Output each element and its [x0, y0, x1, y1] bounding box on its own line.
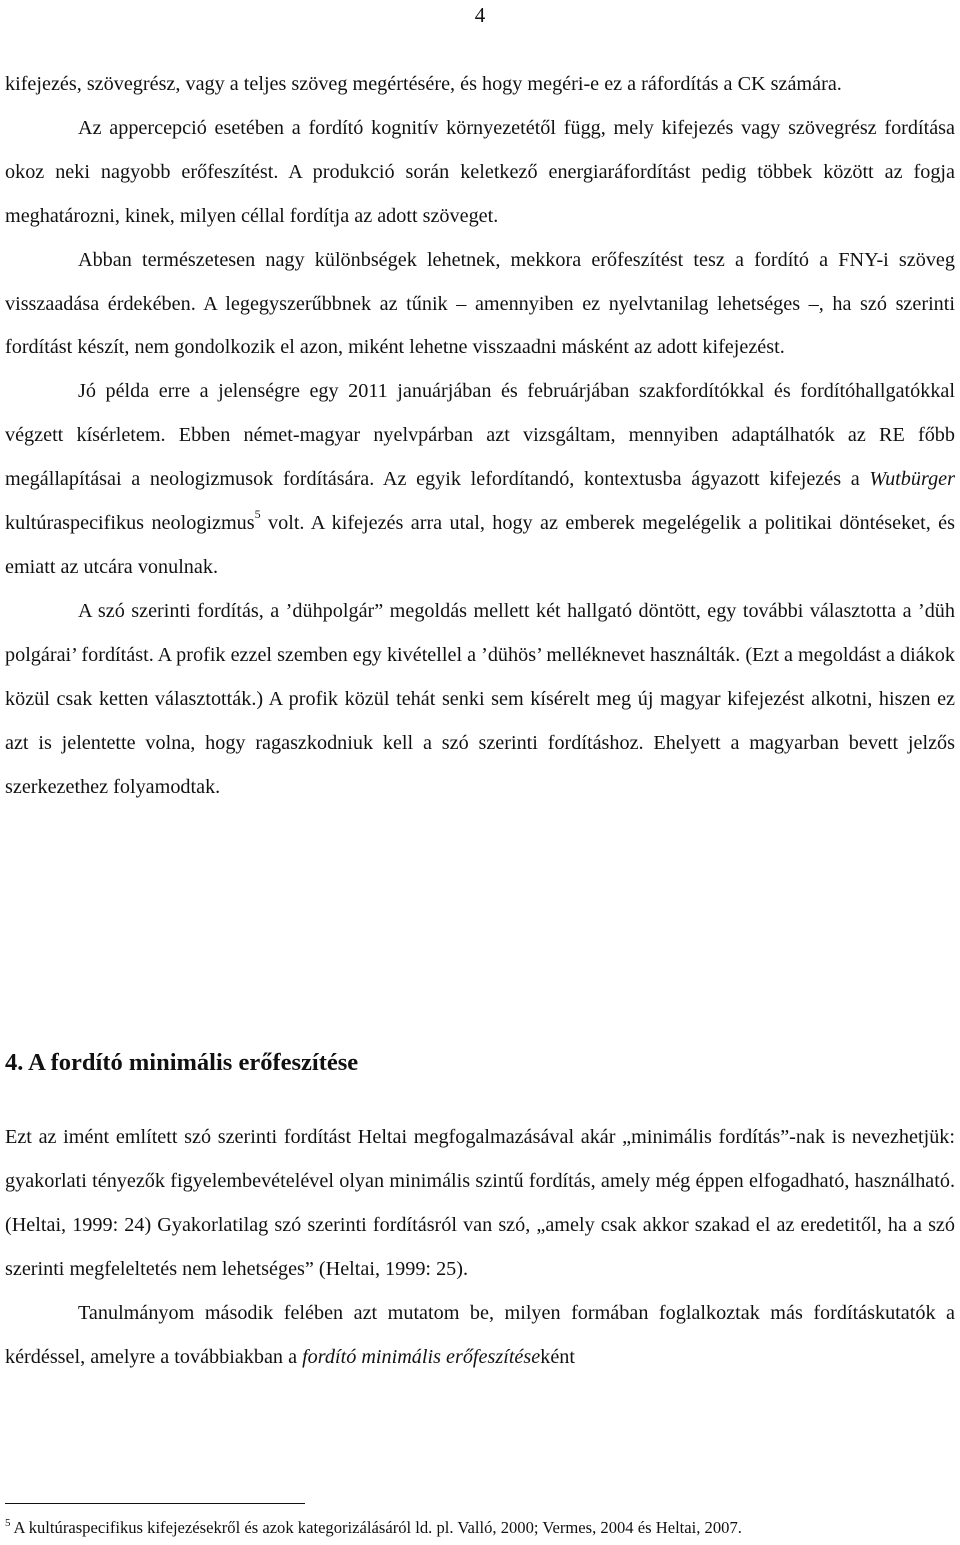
footnote-reference[interactable]: 5 — [254, 507, 261, 522]
section-body — [5, 1116, 955, 1379]
paragraph-results: A szó szerinti fordítás, a ’dühpolgár” megoldás mellett két hallgató döntött, egy további választotta a ’düh polgárai’ fordítást. A profik ezzel szemben egy kivétellel a ’dühös’ melléknevet használták. (Ezt a megoldást a diákok közül csak ketten választották.) A profik közül tehát senki sem kísérelt meg új magyar kifejezést alkotni, hiszen ez azt is jelentette volna, hogy ragaszkodniuk kell a szó szerinti fordításhoz. Ehelyett a magyarban bevett jelzős szerkezethez folyamodtak. — [5, 599, 955, 798]
outline-text-b: ként — [540, 1345, 575, 1368]
paragraph-differences: Abban természetesen nagy különbségek lehetnek, mekkora erőfeszítést tesz a fordító a FNY-i szöveg visszaadása érdekében. A legegyszerűbbnek az tűnik – amennyiben ez nyelvtanilag lehetséges –, ha szó szerinti fordítást készít, nem gondolkozik el azon, miként lehetne visszaadni másként az adott kifejezést. — [5, 248, 955, 359]
footnote-mark: 5 — [5, 1517, 11, 1529]
paragraph-apperception: Az appercepció esetében a fordító kognitív környezetétől függ, mely kifejezés vagy szövegrész fordítása okoz neki nagyobb erőfeszítést. A produkció során keletkező energiaráfordítást pedig többek között az fogja meghatározni, kinek, milyen céllal fordítja az adott szöveget. — [5, 116, 955, 227]
paragraph-study-outline — [5, 1292, 955, 1380]
experiment-text-c: volt. A kifejezés arra utal, hogy az emberek megelégelik a politikai döntéseket, és emiatt az utcára vonulnak. — [5, 512, 955, 578]
section-heading: 4. A fordító minimális erőfeszítése — [5, 1049, 359, 1076]
term-wutburger: Wutbürger — [869, 468, 955, 491]
outline-text-a: Tanulmányom második felében azt mutatom be, milyen formában foglalkoztak más fordításkutatók a kérdéssel, amelyre a továbbiakban a — [5, 1301, 955, 1368]
paragraph-minimal-translation: Ezt az imént említett szó szerinti fordítást Heltai megfogalmazásával akár „minimális fordítás”-nak is nevezhetjük: gyakorlati tényezők figyelembevételével olyan minimális szintű fordítás, amely még éppen elfogadható, használható. (Heltai, 1999: 24) Gyakorlatilag szó szerinti fordításról van szó, „amely csak akkor szakad el az eredetitől, ha a szó szerinti megfeleltetés nem lehetséges” (Heltai, 1999: 25). — [5, 1126, 955, 1280]
experiment-text-b: kultúraspecifikus neologizmus — [5, 512, 255, 535]
paragraph-continuation: kifejezés, szövegrész, vagy a teljes szöveg megértésére, és hogy megéri-e ez a ráfordítás a CK számára. — [5, 73, 842, 95]
footnote-divider — [5, 1503, 305, 1504]
footnote-text: A kultúraspecifikus kifejezésekről és azok kategorizálásáról ld. pl. Valló, 2000; Vermes, 2004 és Heltai, 2007. — [13, 1518, 742, 1537]
page-number: 4 — [474, 3, 486, 27]
body-text — [5, 63, 955, 809]
footnote — [5, 1513, 955, 1543]
term-minimal-effort: fordító minimális erőfeszítése — [302, 1345, 541, 1368]
paragraph-experiment — [5, 370, 955, 590]
experiment-text-a: Jó példa erre a jelenségre egy 2011 januárjában és februárjában szakfordítókkal és fordítóhallgatókkal végzett kísérletem. Ebben német-magyar nyelvpárban azt vizsgáltam, mennyiben adaptálhatók az RE főbb megállapításai a neologizmusok fordítására. Az egyik lefordítandó, kontextusba ágyazott kifejezés a — [5, 380, 955, 491]
